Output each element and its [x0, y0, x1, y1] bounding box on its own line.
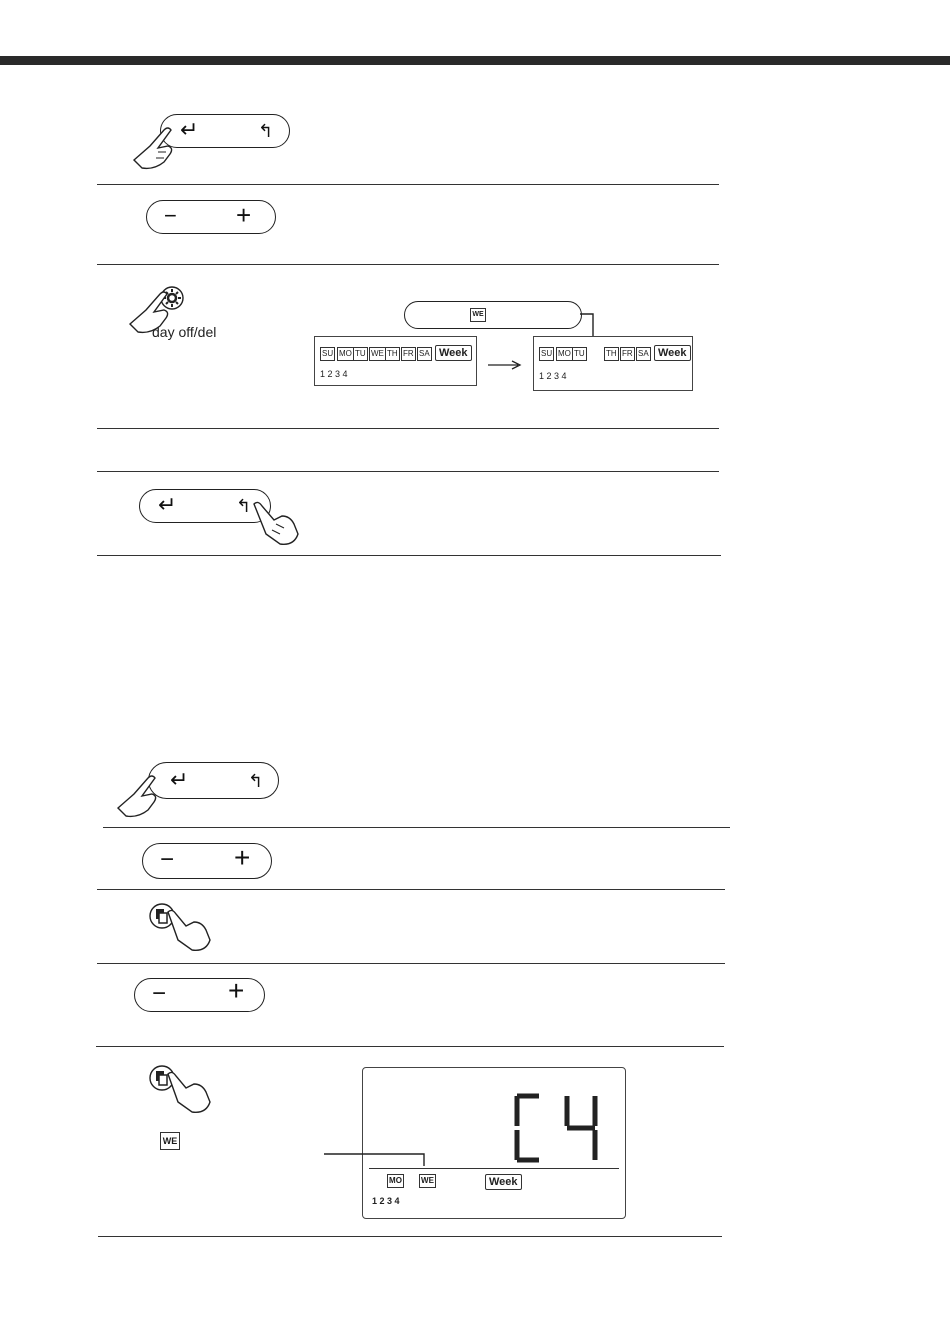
program-numbers: 1 2 3 4 [320, 369, 348, 379]
day-su: SU [539, 347, 554, 361]
day-off-del-label: day off/del [152, 324, 217, 340]
lcd-after [533, 336, 693, 391]
copy-button-icon[interactable] [144, 1064, 228, 1116]
day-we: WE [419, 1174, 436, 1188]
divider [98, 1236, 722, 1237]
we-icon: WE [470, 308, 486, 322]
day-sa: SA [636, 347, 651, 361]
header-bar [0, 56, 950, 65]
back-icon: ↰ [236, 496, 252, 516]
day-tu: TU [572, 347, 587, 361]
day-mo: MO [337, 347, 354, 361]
lcd-final [362, 1067, 626, 1219]
day-mo: MO [556, 347, 573, 361]
day-we: WE [369, 347, 386, 361]
day-mo: MO [387, 1174, 404, 1188]
week-label: Week [654, 345, 691, 361]
divider [103, 827, 730, 828]
minus-icon: − [164, 203, 177, 228]
back-icon: ↰ [248, 771, 264, 791]
divider [97, 963, 725, 964]
arrow-right-icon [488, 360, 524, 370]
minus-icon: − [160, 846, 175, 873]
day-su: SU [320, 347, 335, 361]
we-icon: WE [160, 1132, 180, 1150]
pointing-hand-icon [112, 768, 168, 820]
enter-icon: ↵ [170, 767, 189, 792]
program-numbers: 1 2 3 4 [539, 371, 567, 381]
plus-icon: + [234, 842, 251, 873]
day-fr: FR [620, 347, 635, 361]
enter-icon: ↵ [180, 117, 199, 142]
divider [97, 889, 725, 890]
selected-day-callout [404, 301, 582, 329]
divider [97, 264, 719, 265]
back-icon: ↰ [258, 121, 274, 141]
enter-icon: ↵ [158, 492, 177, 517]
divider [97, 555, 721, 556]
program-numbers: 1 2 3 4 [372, 1196, 400, 1206]
plus-icon: + [236, 200, 252, 230]
day-fr: FR [401, 347, 416, 361]
day-tu: TU [353, 347, 368, 361]
day-th: TH [604, 347, 619, 361]
callout-line [322, 1150, 432, 1170]
plus-icon: + [228, 975, 245, 1006]
segment-code-display [509, 1092, 601, 1164]
pointing-hand-icon [128, 122, 180, 172]
minus-icon: − [152, 980, 167, 1007]
divider [97, 428, 719, 429]
pointing-hand-icon [248, 498, 304, 548]
divider [97, 184, 719, 185]
day-th: TH [385, 347, 400, 361]
lcd-before [314, 336, 477, 386]
copy-button-icon[interactable] [144, 902, 228, 954]
week-label: Week [435, 345, 472, 361]
day-sa: SA [417, 347, 432, 361]
divider [97, 471, 719, 472]
divider [96, 1046, 724, 1047]
week-label: Week [485, 1174, 522, 1190]
